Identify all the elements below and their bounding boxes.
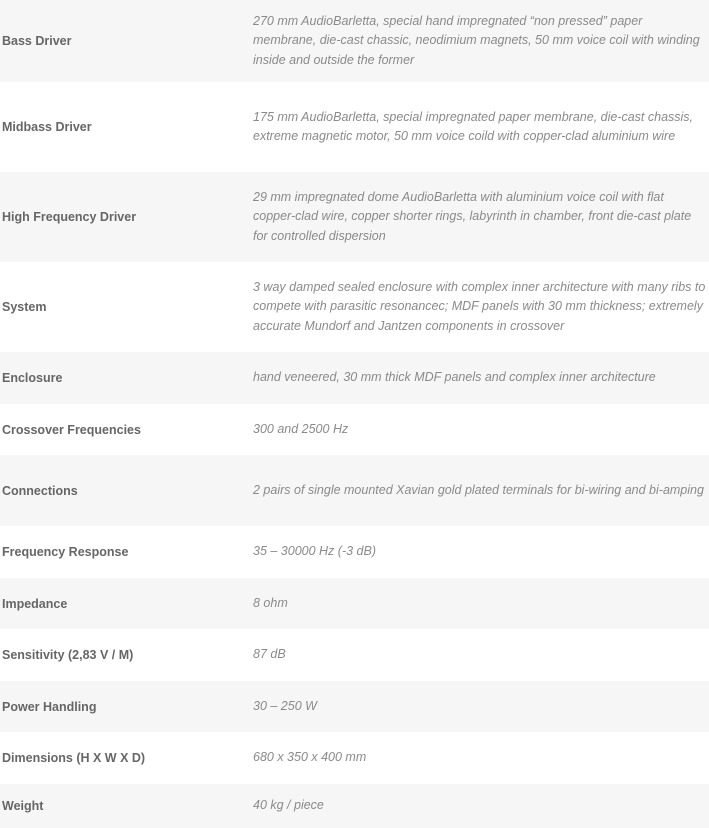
spec-label: Sensitivity (2,83 V / M) — [2, 648, 134, 662]
spec-row-frequency-response — [0, 526, 709, 578]
spec-row-impedance — [0, 578, 709, 629]
spec-row-system — [0, 262, 709, 352]
spec-value: 3 way damped sealed enclosure with complex inner architecture with many ribs to compete with parasitic resonanceс; MDF panels with 30 mm thickness; extremely accurate Mundorf and Jantzen components in crossover — [253, 279, 706, 333]
spec-value: 8 ohm — [253, 595, 288, 610]
spec-value: 40 kg / piece — [253, 798, 324, 813]
spec-row-bass-driver — [0, 0, 709, 82]
spec-label: Connections — [2, 483, 78, 498]
spec-label: Dimensions (H X W X D) — [2, 751, 146, 765]
spec-value: 270 mm AudioBarletta, special hand impregnated “non pressed” paper membrane, die-cast chassic, neodimium magnets, 50 mm voice coil with winding inside and outside the former — [253, 13, 700, 67]
spec-label: Crossover Frequencies — [2, 422, 141, 437]
spec-row-crossover-frequencies — [0, 404, 709, 455]
spec-row-connections — [0, 455, 709, 526]
spec-label: Bass Driver — [2, 34, 72, 48]
spec-row-power-handling — [0, 681, 709, 732]
spec-value: 680 x 350 x 400 mm — [253, 750, 367, 765]
spec-label: High Frequency Driver — [2, 210, 137, 224]
spec-value: hand veneered, 30 mm thick MDF panels and complex inner architecture — [253, 370, 656, 385]
spec-value: 175 mm AudioBarletta, special impregnated paper membrane, die-cast chassis, extreme magnetic motor, 50 mm voice coild with copper-clad aluminium wire — [253, 109, 694, 143]
spec-row-weight — [0, 784, 709, 828]
spec-label: Frequency Response — [2, 545, 129, 559]
spec-label: Power Handling — [2, 699, 97, 714]
spec-value: 300 and 2500 Hz — [253, 421, 349, 436]
spec-value: 35 – 30000 Hz (-3 dB) — [253, 544, 376, 559]
spec-label: Impedance — [2, 596, 68, 611]
spec-label: Weight — [2, 799, 44, 813]
spec-label: Enclosure — [2, 371, 63, 385]
spec-row-dimensions — [0, 732, 709, 784]
spec-row-midbass-driver — [0, 82, 709, 172]
spec-label: Midbass Driver — [2, 120, 92, 134]
spec-row-high-frequency-driver — [0, 172, 709, 262]
spec-value: 29 mm impregnated dome AudioBarletta with aluminium voice coil with flat copper-clad wire, copper shorter rings, labyrinth in chamber, front die-cast plate for controlled dispersion — [253, 189, 692, 243]
spec-row-sensitivity — [0, 629, 709, 681]
spec-value: 2 pairs of single mounted Xavian gold plated terminals for bi-wiring and bi-amping — [253, 482, 704, 497]
spec-label: System — [2, 300, 47, 314]
spec-value: 87 dB — [253, 647, 286, 662]
spec-value: 30 – 250 W — [253, 698, 317, 713]
spec-row-enclosure — [0, 352, 709, 404]
